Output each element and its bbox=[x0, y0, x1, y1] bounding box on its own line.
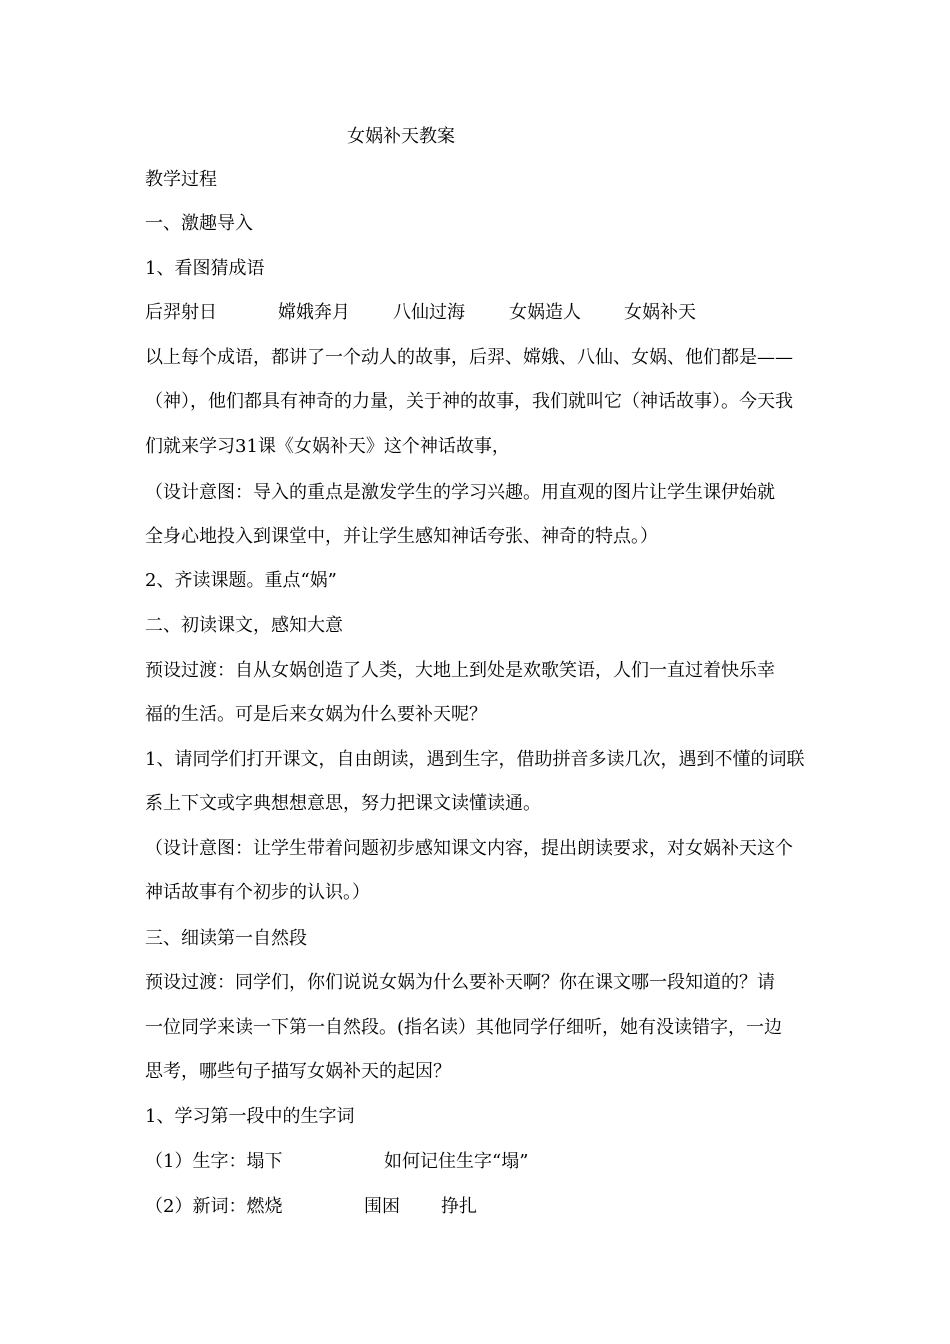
part3-heading: 三、细读第一自然段 bbox=[145, 928, 307, 949]
new-word-item: 挣扎 bbox=[441, 1196, 477, 1217]
section-heading: 教学过程 bbox=[145, 169, 217, 190]
part1-item2: 2、齐读课题。重点“娲” bbox=[145, 570, 337, 591]
new-character-label: （1）生字：塌下 bbox=[145, 1151, 283, 1172]
new-character-row bbox=[145, 1150, 528, 1174]
paragraph-line: 以上每个成语，都讲了一个动人的故事，后羿、嫦娥、八仙、女娲、他们都是—— bbox=[145, 347, 793, 368]
new-words-row bbox=[145, 1195, 477, 1219]
idiom-list bbox=[145, 301, 696, 325]
idiom-item: 女娲补天 bbox=[624, 302, 696, 323]
design-note-line: 神话故事有个初步的认识。） bbox=[145, 882, 370, 903]
idiom-item: 嫦娥奔月 bbox=[278, 302, 350, 323]
paragraph-line: 预设过渡：同学们，你们说说女娲为什么要补天啊？你在课文哪一段知道的？请 bbox=[145, 972, 775, 993]
paragraph-line: 1、请同学们打开课文，自由朗读，遇到生字，借助拼音多读几次，遇到不懂的词联 bbox=[145, 749, 805, 770]
idiom-item: 女娲造人 bbox=[509, 302, 581, 323]
paragraph-line: （神），他们都具有神奇的力量，关于神的故事，我们就叫它（神话故事）。今天我 bbox=[145, 391, 793, 412]
paragraph-line: 一位同学来读一下第一自然段。(指名读）其他同学仔细听，她有没读错字，一边 bbox=[145, 1017, 783, 1038]
new-words-label: （2）新词：燃烧 bbox=[145, 1196, 283, 1217]
paragraph-line: 思考，哪些句子描写女娲补天的起因？ bbox=[145, 1061, 451, 1082]
paragraph-line: 预设过渡：自从女娲创造了人类，大地上到处是欢歌笑语，人们一直过着快乐幸 bbox=[145, 660, 775, 681]
part2-heading: 二、初读课文，感知大意 bbox=[145, 615, 343, 636]
new-character-note: 如何记住生字“塌” bbox=[384, 1151, 529, 1172]
design-note-line: （设计意图：导入的重点是激发学生的学习兴趣。用直观的图片让学生课伊始就 bbox=[145, 482, 775, 503]
design-note-line: （设计意图：让学生带着问题初步感知课文内容，提出朗读要求，对女娲补天这个 bbox=[145, 838, 793, 859]
paragraph-line: 们就来学习31课《女娲补天》这个神话故事， bbox=[145, 436, 510, 457]
part3-item1: 1、学习第一段中的生字词 bbox=[145, 1106, 355, 1127]
design-note-line: 全身心地投入到课堂中，并让学生感知神话夸张、神奇的特点。） bbox=[145, 526, 658, 547]
document-title: 女娲补天教案 bbox=[347, 126, 455, 147]
part1-heading: 一、激趣导入 bbox=[145, 213, 253, 234]
idiom-item: 后羿射日 bbox=[145, 302, 217, 323]
paragraph-line: 系上下文或字典想想意思，努力把课文读懂读通。 bbox=[145, 793, 541, 814]
idiom-item: 八仙过海 bbox=[393, 302, 465, 323]
new-word-item: 围困 bbox=[364, 1196, 400, 1217]
part1-item1: 1、看图猜成语 bbox=[145, 258, 265, 279]
paragraph-line: 福的生活。可是后来女娲为什么要补天呢？ bbox=[145, 704, 487, 725]
